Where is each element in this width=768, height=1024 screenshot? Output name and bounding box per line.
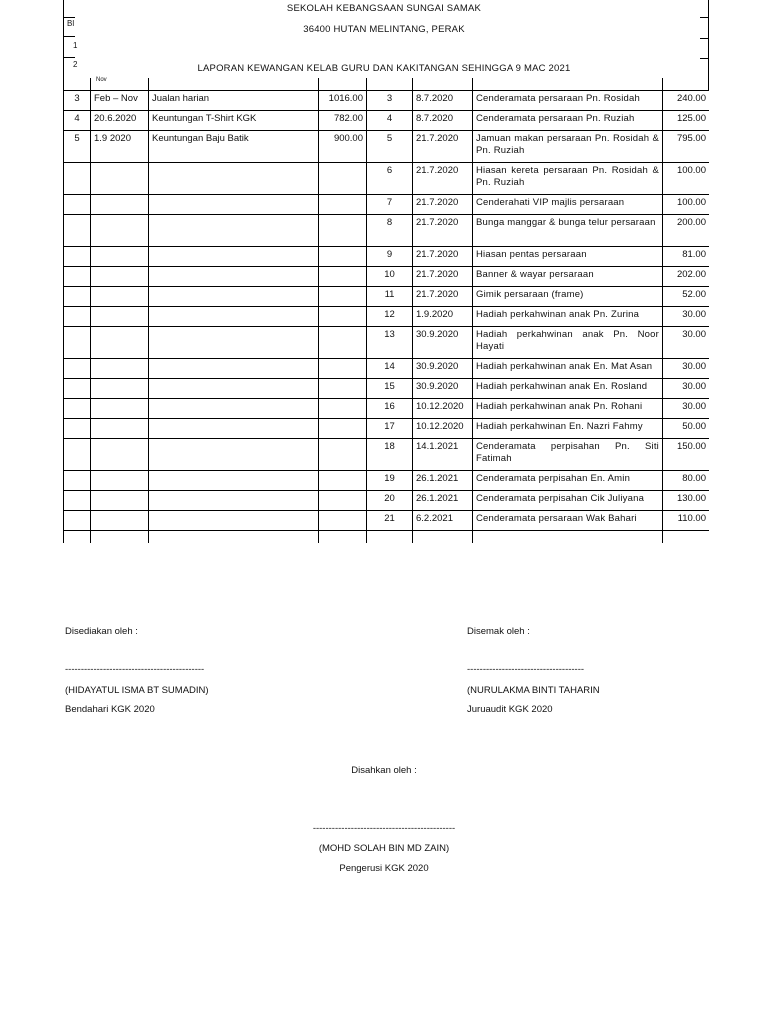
income-amount-cell: [319, 287, 367, 307]
empty-cell: [473, 531, 663, 544]
expense-amount-cell: 100.00: [663, 195, 710, 215]
expense-no-cell: 21: [367, 511, 413, 531]
income-date-cell: [91, 359, 149, 379]
empty-cell: [149, 531, 319, 544]
expense-date-cell: 10.12.2020: [413, 419, 473, 439]
expense-amount-cell: 80.00: [663, 471, 710, 491]
income-date-cell: [91, 439, 149, 471]
expense-no-cell: 13: [367, 327, 413, 359]
expense-desc-cell: Hadiah perkahwinan anak En. Mat Asan: [473, 359, 663, 379]
frame-col-3: [318, 78, 319, 90]
expense-amount-cell: 100.00: [663, 163, 710, 195]
expense-no-cell: 5: [367, 131, 413, 163]
income-no-cell: [64, 287, 91, 307]
expense-no-cell: 12: [367, 307, 413, 327]
income-amount-cell: [319, 379, 367, 399]
income-amount-cell: [319, 419, 367, 439]
income-no-cell: 3: [64, 91, 91, 111]
income-date-cell: [91, 247, 149, 267]
frame-col-1: [90, 78, 91, 90]
checked-title: Juruaudit KGK 2020: [467, 704, 553, 715]
frame-rule-4: [700, 38, 709, 39]
empty-cell: [367, 531, 413, 544]
expense-desc-cell: Cenderamata perpisahan En. Amin: [473, 471, 663, 491]
income-no-cell: [64, 419, 91, 439]
expense-desc-cell: Cenderamata persaraan Wak Bahari: [473, 511, 663, 531]
table-row: [64, 359, 710, 379]
frame-rule-1: [63, 17, 75, 18]
income-no-cell: [64, 247, 91, 267]
income-amount-cell: 1016.00: [319, 91, 367, 111]
expense-desc-cell: Cenderamata perpisahan Pn. Siti Fatimah: [473, 439, 663, 471]
income-amount-cell: [319, 359, 367, 379]
income-item-cell: [149, 195, 319, 215]
school-address: 36400 HUTAN MELINTANG, PERAK: [303, 24, 465, 35]
checked-label: Disemak oleh :: [467, 626, 530, 637]
income-item-cell: [149, 399, 319, 419]
income-amount-cell: [319, 163, 367, 195]
expense-date-cell: 8.7.2020: [413, 91, 473, 111]
expense-desc-cell: Hadiah perkahwinan anak En. Rosland: [473, 379, 663, 399]
approved-title: Pengerusi KGK 2020: [339, 863, 429, 874]
table-row: [64, 419, 710, 439]
income-amount-cell: [319, 439, 367, 471]
expense-amount-cell: 30.00: [663, 327, 710, 359]
income-item-cell: Jualan harian: [149, 91, 319, 111]
expense-date-cell: 6.2.2021: [413, 511, 473, 531]
income-date-cell: [91, 163, 149, 195]
expense-date-cell: 21.7.2020: [413, 267, 473, 287]
empty-cell: [91, 531, 149, 544]
income-amount-cell: [319, 327, 367, 359]
income-amount-cell: [319, 511, 367, 531]
ledger-table-container: [63, 90, 709, 543]
ledger-table: [63, 90, 709, 543]
income-item-cell: Keuntungan T-Shirt KGK: [149, 111, 319, 131]
income-no-cell: [64, 267, 91, 287]
table-row-clipped: [64, 531, 710, 544]
expense-date-cell: 21.7.2020: [413, 131, 473, 163]
frame-rule-5: [63, 57, 75, 58]
expense-desc-cell: Hadiah perkahwinan anak Pn. Rohani: [473, 399, 663, 419]
expense-no-cell: 3: [367, 91, 413, 111]
income-no-cell: [64, 359, 91, 379]
table-row: [64, 511, 710, 531]
income-item-cell: [149, 287, 319, 307]
expense-no-cell: 15: [367, 379, 413, 399]
income-no-cell: 5: [64, 131, 91, 163]
table-row: [64, 399, 710, 419]
approved-signature-line: ---------------------------------------------: [312, 823, 456, 834]
income-date-cell: [91, 399, 149, 419]
income-date-cell: 20.6.2020: [91, 111, 149, 131]
income-no-cell: [64, 491, 91, 511]
income-item-cell: [149, 215, 319, 247]
clipped-fragment: 2: [73, 60, 78, 69]
income-item-cell: Keuntungan Baju Batik: [149, 131, 319, 163]
income-no-cell: [64, 163, 91, 195]
expense-amount-cell: 795.00: [663, 131, 710, 163]
frame-rule-2: [700, 17, 709, 18]
expense-no-cell: 20: [367, 491, 413, 511]
income-no-cell: [64, 399, 91, 419]
table-row: [64, 163, 710, 195]
clipped-fragment: Nov: [96, 77, 107, 83]
expense-no-cell: 9: [367, 247, 413, 267]
expense-no-cell: 14: [367, 359, 413, 379]
table-row: [64, 307, 710, 327]
clipped-fragment: 1: [73, 41, 78, 50]
income-date-cell: Feb – Nov: [91, 91, 149, 111]
income-no-cell: [64, 379, 91, 399]
income-item-cell: [149, 471, 319, 491]
school-name: SEKOLAH KEBANGSAAN SUNGAI SAMAK: [286, 3, 482, 14]
income-date-cell: [91, 267, 149, 287]
expense-amount-cell: 125.00: [663, 111, 710, 131]
expense-date-cell: 21.7.2020: [413, 247, 473, 267]
expense-date-cell: 26.1.2021: [413, 471, 473, 491]
expense-date-cell: 30.9.2020: [413, 327, 473, 359]
expense-desc-cell: Cenderamata persaraan Pn. Rosidah: [473, 91, 663, 111]
expense-amount-cell: 52.00: [663, 287, 710, 307]
table-row: [64, 379, 710, 399]
income-item-cell: [149, 491, 319, 511]
expense-amount-cell: 130.00: [663, 491, 710, 511]
income-item-cell: [149, 379, 319, 399]
income-no-cell: [64, 327, 91, 359]
expense-desc-cell: Hiasan kereta persaraan Pn. Rosidah & Pn. Ruziah: [473, 163, 663, 195]
clipped-fragment: Bl: [67, 19, 75, 28]
income-no-cell: 4: [64, 111, 91, 131]
expense-amount-cell: 30.00: [663, 359, 710, 379]
income-date-cell: [91, 379, 149, 399]
expense-desc-cell: Hadiah perkahwinan anak Pn. Noor Hayati: [473, 327, 663, 359]
expense-desc-cell: Hiasan pentas persaraan: [473, 247, 663, 267]
income-date-cell: [91, 471, 149, 491]
table-row: [64, 267, 710, 287]
expense-date-cell: 30.9.2020: [413, 359, 473, 379]
income-no-cell: [64, 439, 91, 471]
expense-date-cell: 30.9.2020: [413, 379, 473, 399]
prepared-signature-line: --------------------------------------------: [65, 664, 205, 675]
table-row: [64, 327, 710, 359]
expense-desc-cell: Cenderamata perpisahan Cik Juliyana: [473, 491, 663, 511]
income-date-cell: [91, 195, 149, 215]
expense-no-cell: 11: [367, 287, 413, 307]
expense-amount-cell: 240.00: [663, 91, 710, 111]
income-date-cell: 1.9 2020: [91, 131, 149, 163]
expense-no-cell: 6: [367, 163, 413, 195]
frame-col-4: [366, 78, 367, 90]
expense-amount-cell: 202.00: [663, 267, 710, 287]
table-row: [64, 287, 710, 307]
expense-no-cell: 8: [367, 215, 413, 247]
income-no-cell: [64, 471, 91, 491]
income-no-cell: [64, 215, 91, 247]
table-row: [64, 439, 710, 471]
income-amount-cell: [319, 307, 367, 327]
income-date-cell: [91, 307, 149, 327]
income-no-cell: [64, 511, 91, 531]
income-item-cell: [149, 419, 319, 439]
expense-desc-cell: Bunga manggar & bunga telur persaraan: [473, 215, 663, 247]
expense-amount-cell: 50.00: [663, 419, 710, 439]
income-item-cell: [149, 307, 319, 327]
prepared-title: Bendahari KGK 2020: [65, 704, 155, 715]
table-row: [64, 91, 710, 111]
expense-date-cell: 14.1.2021: [413, 439, 473, 471]
expense-no-cell: 10: [367, 267, 413, 287]
income-no-cell: [64, 307, 91, 327]
expense-date-cell: 10.12.2020: [413, 399, 473, 419]
expense-desc-cell: Cenderamata persaraan Pn. Ruziah: [473, 111, 663, 131]
approved-name: (MOHD SOLAH BIN MD ZAIN): [318, 843, 450, 854]
income-amount-cell: [319, 215, 367, 247]
income-date-cell: [91, 215, 149, 247]
table-row: [64, 247, 710, 267]
report-title: LAPORAN KEWANGAN KELAB GURU DAN KAKITANGAN SEHINGGA 9 MAC 2021: [197, 63, 571, 74]
expense-date-cell: 8.7.2020: [413, 111, 473, 131]
expense-date-cell: 26.1.2021: [413, 491, 473, 511]
income-date-cell: [91, 419, 149, 439]
expense-date-cell: 21.7.2020: [413, 163, 473, 195]
prepared-label: Disediakan oleh :: [65, 626, 138, 637]
expense-no-cell: 17: [367, 419, 413, 439]
expense-date-cell: 21.7.2020: [413, 215, 473, 247]
expense-desc-cell: Hadiah perkahwinan En. Nazri Fahmy: [473, 419, 663, 439]
income-amount-cell: [319, 195, 367, 215]
income-no-cell: [64, 195, 91, 215]
expense-no-cell: 7: [367, 195, 413, 215]
empty-cell: [413, 531, 473, 544]
frame-col-6: [472, 78, 473, 90]
approved-label: Disahkan oleh :: [351, 765, 417, 776]
table-row: [64, 491, 710, 511]
expense-no-cell: 16: [367, 399, 413, 419]
income-date-cell: [91, 327, 149, 359]
expense-amount-cell: 81.00: [663, 247, 710, 267]
prepared-name: (HIDAYATUL ISMA BT SUMADIN): [65, 685, 209, 696]
expense-date-cell: 21.7.2020: [413, 287, 473, 307]
frame-col-5: [412, 78, 413, 90]
empty-cell: [319, 531, 367, 544]
expense-desc-cell: Banner & wayar persaraan: [473, 267, 663, 287]
income-item-cell: [149, 439, 319, 471]
income-amount-cell: 782.00: [319, 111, 367, 131]
table-row: [64, 111, 710, 131]
expense-desc-cell: Gimik persaraan (frame): [473, 287, 663, 307]
empty-cell: [663, 531, 710, 544]
frame-col-2: [148, 78, 149, 90]
expense-amount-cell: 110.00: [663, 511, 710, 531]
expense-desc-cell: Hadiah perkahwinan anak Pn. Zurina: [473, 307, 663, 327]
income-amount-cell: [319, 399, 367, 419]
expense-amount-cell: 30.00: [663, 379, 710, 399]
checked-name: (NURULAKMA BINTI TAHARIN: [467, 685, 600, 696]
expense-desc-cell: Cenderahati VIP majlis persaraan: [473, 195, 663, 215]
expense-date-cell: 1.9.2020: [413, 307, 473, 327]
income-item-cell: [149, 267, 319, 287]
income-item-cell: [149, 327, 319, 359]
frame-rule-3: [63, 36, 75, 37]
expense-date-cell: 21.7.2020: [413, 195, 473, 215]
table-row: [64, 195, 710, 215]
income-item-cell: [149, 247, 319, 267]
income-item-cell: [149, 163, 319, 195]
income-date-cell: [91, 511, 149, 531]
income-amount-cell: 900.00: [319, 131, 367, 163]
income-amount-cell: [319, 247, 367, 267]
expense-amount-cell: 30.00: [663, 399, 710, 419]
expense-no-cell: 18: [367, 439, 413, 471]
expense-amount-cell: 30.00: [663, 307, 710, 327]
income-item-cell: [149, 511, 319, 531]
expense-no-cell: 19: [367, 471, 413, 491]
expense-amount-cell: 150.00: [663, 439, 710, 471]
income-amount-cell: [319, 491, 367, 511]
income-amount-cell: [319, 471, 367, 491]
income-item-cell: [149, 359, 319, 379]
income-date-cell: [91, 287, 149, 307]
expense-amount-cell: 200.00: [663, 215, 710, 247]
expense-no-cell: 4: [367, 111, 413, 131]
expense-desc-cell: Jamuan makan persaraan Pn. Rosidah & Pn. Ruziah: [473, 131, 663, 163]
income-date-cell: [91, 491, 149, 511]
table-row: [64, 471, 710, 491]
table-row: [64, 215, 710, 247]
table-row: [64, 131, 710, 163]
empty-cell: [64, 531, 91, 544]
frame-rule-6: [700, 58, 709, 59]
checked-signature-line: -------------------------------------: [467, 664, 585, 675]
frame-col-7: [662, 78, 663, 90]
income-amount-cell: [319, 267, 367, 287]
